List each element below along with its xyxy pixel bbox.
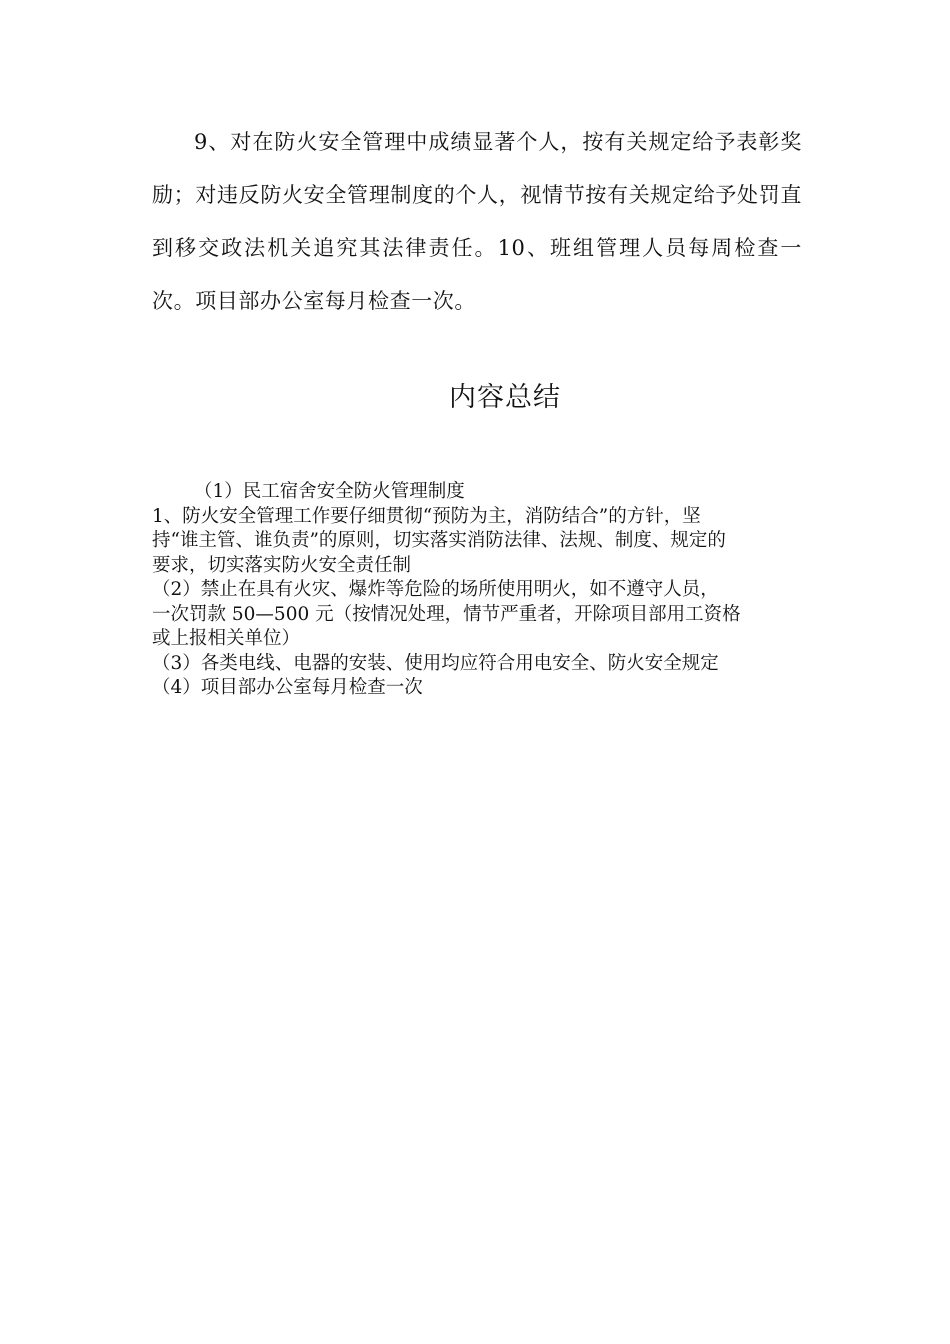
summary-line: （1）民工宿舍安全防火管理制度	[194, 481, 465, 502]
summary-line: （4）项目部办公室每月检查一次	[152, 677, 423, 698]
summary-line: 1、防火安全管理工作要仔细贯彻“预防为主，消防结合”的方针，坚	[152, 505, 701, 527]
summary-line: （2）禁止在具有火灾、爆炸等危险的场所使用明火，如不遵守人员，	[152, 579, 719, 600]
summary-title: 内容总结	[449, 382, 561, 413]
body-paragraph: 9、对在防火安全管理中成绩显著个人，按有关规定给予表彰奖励；对违反防火安全管理制度的个人，视情节按有关规定给予处罚直到移交政法机关追究其法律责任。10、班组管理人员每周检查一次。项目部办公室每月检查一次。	[152, 130, 802, 313]
summary-line: 要求，切实落实防火安全责任制	[152, 554, 412, 576]
summary-line: 一次罚款 50—500 元（按情况处理，情节严重者，开除项目部用工资格	[152, 603, 741, 625]
summary-line: 或上报相关单位）	[152, 628, 301, 649]
summary-line: 持“谁主管、谁负责”的原则，切实落实消防法律、法规、制度、规定的	[152, 530, 726, 551]
summary-block	[152, 480, 802, 701]
summary-line: （3）各类电线、电器的安装、使用均应符合用电安全、防火安全规定	[152, 652, 719, 674]
